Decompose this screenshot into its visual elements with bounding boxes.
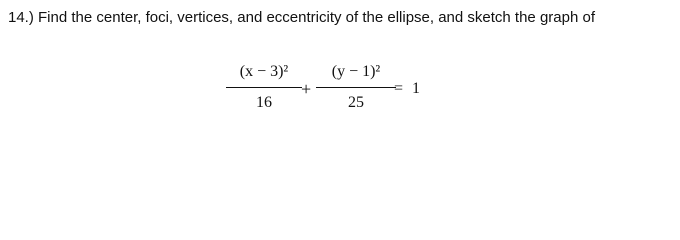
plus-sign: + [301,79,312,99]
numerator-x: (x − 3)² [239,63,289,80]
fraction-bar-y [316,87,396,88]
problem-statement: 14.) Find the center, foci, vertices, and eccentricity of the ellipse, and sketch the graph of [8,9,595,26]
equals-sign: = [394,80,404,97]
denominator-x: 16 [256,94,272,111]
fraction-bar-x [226,87,302,88]
numerator-y: (y − 1)² [331,63,381,80]
denominator-y: 25 [348,94,364,111]
fraction-x-term [226,62,302,116]
fraction-y-term [316,62,396,116]
right-hand-side: 1 [412,80,420,97]
